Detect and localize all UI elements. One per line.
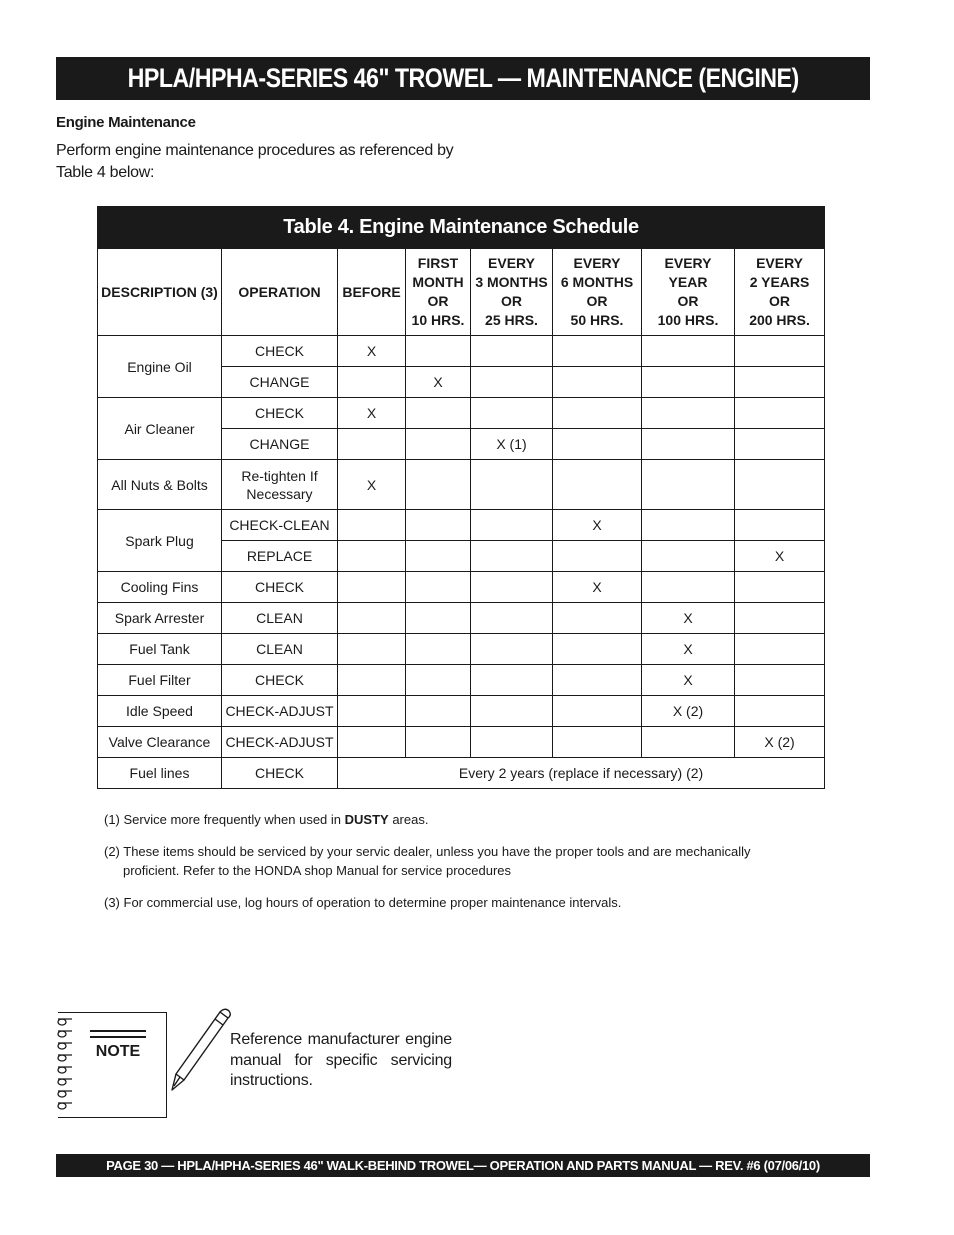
note-text: Reference manufacturer engine manual for specific servicing instructions. [230,1031,452,1089]
table-row [98,758,825,789]
cell-year: X [642,665,735,696]
cell-before: X [338,336,406,367]
table-row [98,603,825,634]
row-operation: CLEAN [222,634,338,665]
table-row [98,398,825,429]
note-label: NOTE [95,1043,141,1060]
row-description: Valve Clearance [98,727,222,758]
cell-6-months: X [553,572,642,603]
table-row [98,572,825,603]
table-caption: Table 4. Engine Maintenance Schedule [98,207,825,249]
intro-text: Perform engine maintenance procedures as referenced by Table 4 below: [56,142,454,181]
footnotes [104,810,784,925]
cell-before: X [338,398,406,429]
row-operation: CHECK [222,336,338,367]
row-operation: CHECK [222,758,338,789]
header-6-months: EVERY 6 MONTHS OR 50 HRS. [553,249,642,336]
section-heading: Engine Maintenance [56,114,196,131]
note-rule-top-2 [90,1036,146,1038]
header-description: DESCRIPTION (3) [98,249,222,336]
cell-year: X [642,634,735,665]
cell-year: X (2) [642,696,735,727]
row-description: All Nuts & Bolts [98,460,222,510]
row-description: Fuel Filter [98,665,222,696]
row-description: Fuel Tank [98,634,222,665]
page-title: HPLA/HPHA-SERIES 46" TROWEL — MAINTENANCE (ENGINE) [127,63,799,93]
row-operation: CHECK [222,572,338,603]
cell-year: X [642,603,735,634]
row-operation: CHECK [222,398,338,429]
cell-2-years: X [735,541,825,572]
header-before: BEFORE [338,249,406,336]
cell-2-years: X (2) [735,727,825,758]
cell-fuel-lines-note: Every 2 years (replace if necessary) (2) [338,758,825,789]
footnote-3: (3) For commercial use, log hours of operation to determine proper maintenance intervals. [104,895,622,910]
row-description: Spark Plug [98,510,222,572]
pencil-icon [168,1006,234,1096]
row-operation: CHECK-ADJUST [222,696,338,727]
row-operation: CHECK-CLEAN [222,510,338,541]
row-description: Engine Oil [98,336,222,398]
table-row [98,696,825,727]
row-description: Cooling Fins [98,572,222,603]
table-header-row [98,249,825,336]
note-rule-top [90,1030,146,1032]
footnote-1: (1) Service more frequently when used in DUSTY areas. [104,812,429,827]
row-operation: Re-tighten If Necessary [222,460,338,510]
header-operation: OPERATION [222,249,338,336]
footnote-1-emphasis: DUSTY [344,812,389,827]
table-row [98,336,825,367]
header-3-months: EVERY 3 MONTHS OR 25 HRS. [471,249,553,336]
row-description: Air Cleaner [98,398,222,460]
row-operation: CHECK [222,665,338,696]
row-operation: CHANGE [222,429,338,460]
header-year: EVERY YEAR OR 100 HRS. [642,249,735,336]
table-row [98,665,825,696]
row-description: Idle Speed [98,696,222,727]
table-row [98,460,825,510]
table-row [98,727,825,758]
row-operation: REPLACE [222,541,338,572]
table-row [98,510,825,541]
row-description: Fuel lines [98,758,222,789]
row-description: Spark Arrester [98,603,222,634]
cell-before: X [338,460,406,510]
page-footer [56,1154,870,1177]
header-first-month: FIRST MONTH OR 10 HRS. [406,249,471,336]
maintenance-schedule-table [97,206,825,789]
row-operation: CHANGE [222,367,338,398]
note-notebook [58,1012,167,1118]
page-title-bar [56,57,870,100]
cell-6-months: X [553,510,642,541]
footer-text: PAGE 30 — HPLA/HPHA-SERIES 46" WALK-BEHIND TROWEL— OPERATION AND PARTS MANUAL — REV. #6 (07/06/10) [106,1158,820,1173]
header-2-years: EVERY 2 YEARS OR 200 HRS. [735,249,825,336]
row-operation: CLEAN [222,603,338,634]
table-row [98,634,825,665]
cell-3-months: X (1) [471,429,553,460]
cell-first-month: X [406,367,471,398]
footnote-2: (2) These items should be serviced by your servic dealer, unless you have the proper tools and are mechanically proficient. Refer to the HONDA shop Manual for service procedures [104,844,751,878]
row-operation: CHECK-ADJUST [222,727,338,758]
